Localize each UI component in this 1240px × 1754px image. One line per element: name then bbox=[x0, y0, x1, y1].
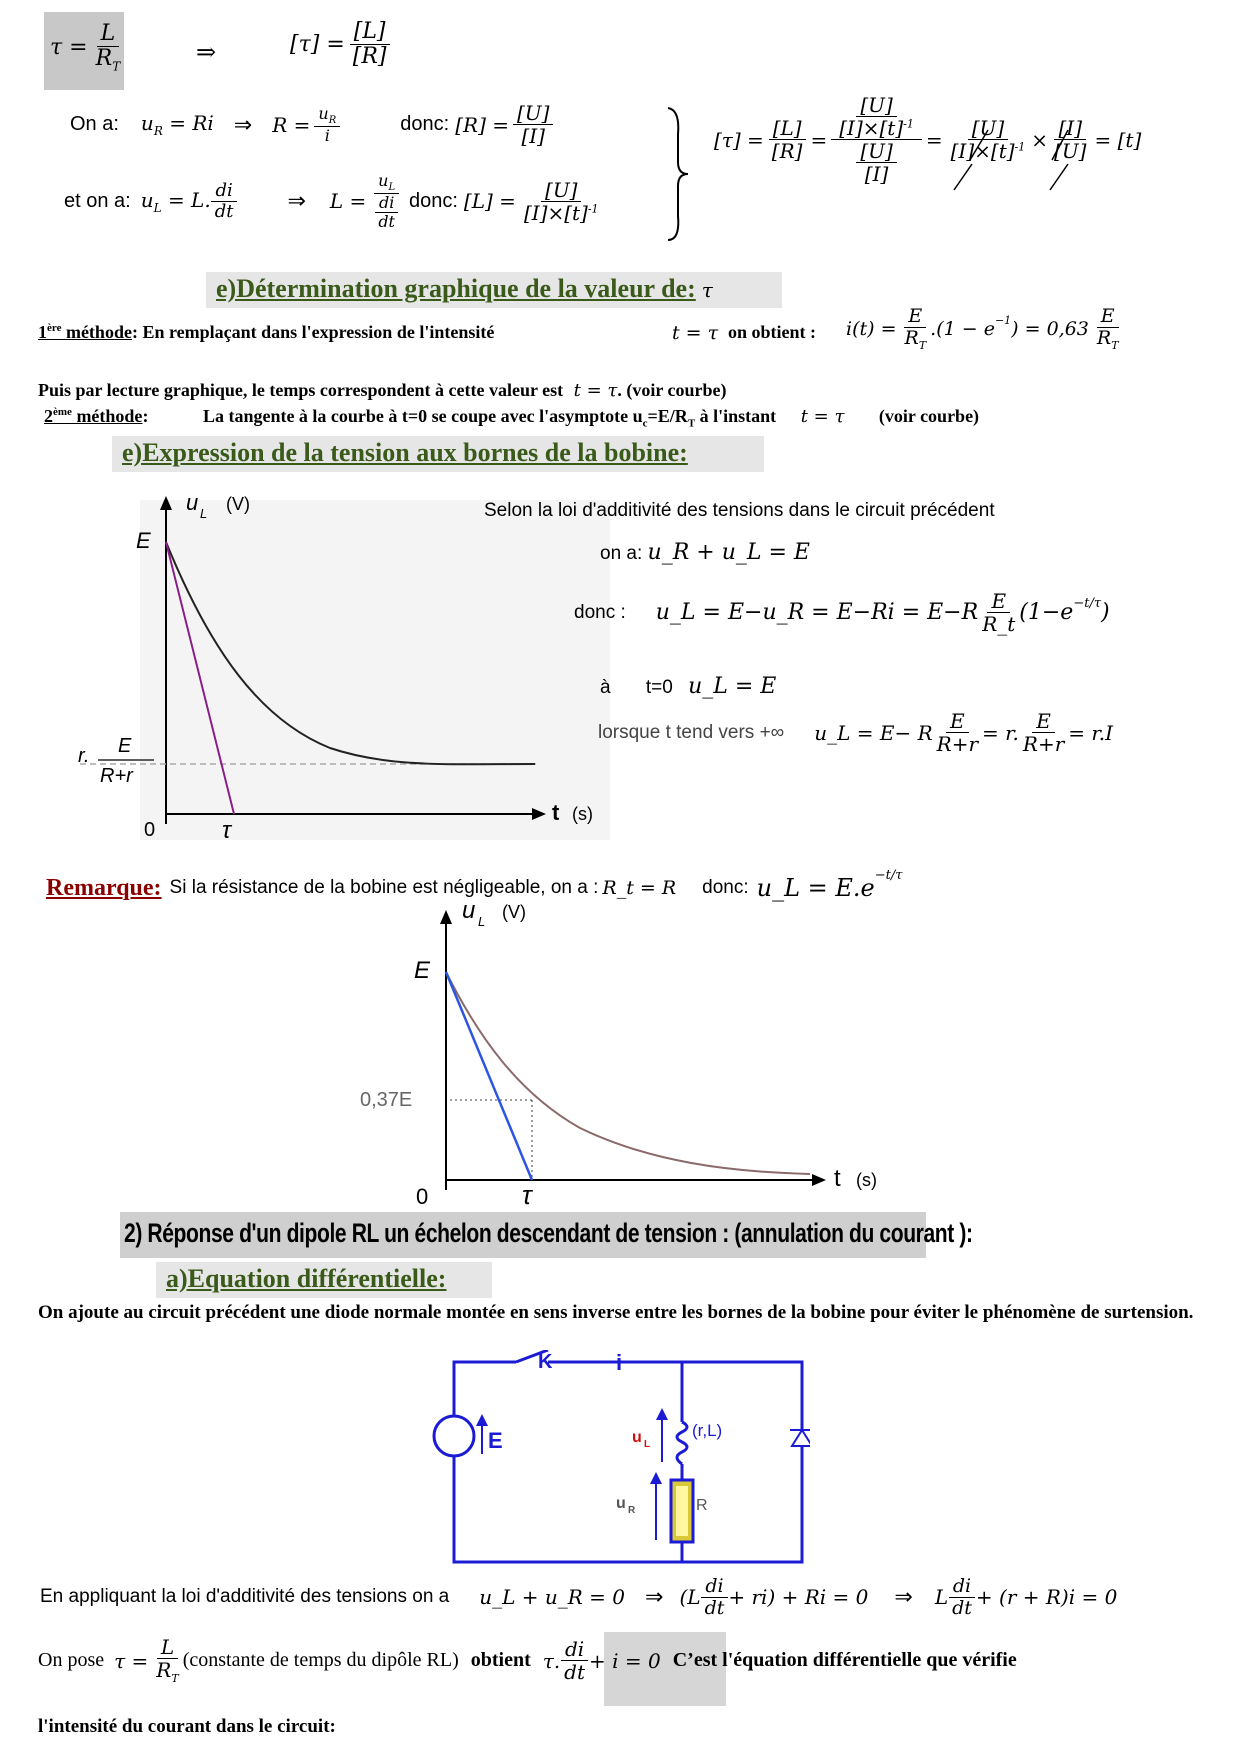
graph1-x-label: t bbox=[552, 800, 560, 825]
heading-2: 2) Réponse d'un dipole RL un échelon descendant de tension : (annulation du courant ): bbox=[124, 1218, 973, 1248]
graph1-asym-prefix: r. bbox=[78, 745, 90, 767]
graph1-E: E bbox=[136, 528, 151, 553]
method1-line: 1ère méthode : En remplaçant dans l'expression de l'intensité bbox=[38, 322, 495, 342]
method1-condition: t = τ bbox=[672, 322, 719, 344]
graph2-tau: τ bbox=[522, 1180, 532, 1210]
method1-obtain: on obtient : bbox=[728, 322, 817, 342]
additivity-line1: on a: u_R + u_L = E bbox=[600, 540, 810, 565]
circuit-current-label: i bbox=[616, 1350, 623, 1375]
remarque-line: Remarque: Si la résistance de la bobine est négligeable, on a : R_t = R donc: u_L = E.e $^{-t/\tau}$ bbox=[46, 868, 903, 902]
right-brace bbox=[664, 104, 692, 244]
graph2-y-label-sub: L bbox=[478, 914, 486, 929]
heading-expression: e)Expression de la tension aux bornes de la bobine: bbox=[112, 436, 764, 472]
additivity-line3: à t=0 u_L = E bbox=[600, 674, 777, 699]
graph1-origin: 0 bbox=[144, 819, 156, 841]
additivity-title: Selon la loi d'additivité des tensions dans le circuit précédent bbox=[484, 500, 995, 521]
graph2-x-unit: (s) bbox=[856, 1170, 877, 1190]
method1-reading: Puis par lecture graphique, le temps correspondent à cette valeur est t = τ. (voir courbe) bbox=[38, 380, 727, 401]
additivity-line4: lorsque t tend vers +∞ u_L = E− R $\frac{E}{R+r}$ = r. $\frac{E}{R+r}$ = r.I bbox=[598, 709, 1114, 756]
dimension-result: [τ] = $\frac{[L]}{[R]}$ = $\frac{\frac{[U]}{[I]\times[t]^{-1}}}{\frac{[U]}{[I]}}$ = $\frac{[U]}{[I]\times[t]^{-1}}$ × $\frac{[I]}{[U]}$ = [t] bbox=[714, 93, 1142, 186]
heading-determination: e)Détermination graphique de la valeur de: τ bbox=[206, 272, 782, 308]
graph1-y-unit: (V) bbox=[226, 494, 250, 514]
graph-ul-rise bbox=[70, 490, 610, 850]
final-line2: l'intensité du courant dans le circuit: bbox=[38, 1716, 336, 1737]
implies-arrow: ⇒ bbox=[196, 40, 217, 66]
graph2-E: E bbox=[414, 957, 431, 984]
row1: On a: $u_R = Ri$ ⇒ R = $\frac{u_R}{i}$ donc: [R] = $\frac{[U]}{[I]}$ bbox=[70, 102, 553, 147]
graph2-y-unit: (V) bbox=[502, 902, 526, 922]
graph2-mark: 0,37E bbox=[360, 1089, 413, 1111]
graph1-x-unit: (s) bbox=[572, 804, 593, 824]
circuit-diagram bbox=[420, 1350, 810, 1570]
graph2-y-label: u bbox=[462, 900, 476, 924]
intro-text: On ajoute au circuit précédent une diode normale montée en sens inverse entre les bornes de la bobine pour éviter le phénomène de surtension. bbox=[38, 1302, 1194, 1323]
graph1-y-label: u bbox=[186, 490, 199, 515]
circuit-resistor-label: R bbox=[696, 1497, 708, 1514]
circuit-coil-label: (r,L) bbox=[692, 1421, 723, 1440]
tau-definition: τ = $\frac{L}{R_T}$ bbox=[50, 21, 121, 74]
graph1-asym-num: E bbox=[118, 735, 132, 757]
heading-equation: a)Equation différentielle: bbox=[156, 1262, 492, 1298]
graph1-y-label-sub: L bbox=[200, 506, 208, 521]
equation-line: En appliquant la loi d'additivité des tensions on a u_L + u_R = 0 ⇒ (L $\frac{di}{dt}$ + ri) + Ri = 0 ⇒ L $\frac{di}{dt}$ + (r + R)i = 0 bbox=[40, 1575, 1118, 1619]
additivity-line2: donc : u_L = E−u_R = E−Ri = E−R $\frac{E}{R\_t}$ (1−e $^{-t/\tau}$ ) bbox=[574, 589, 1110, 636]
graph2-origin: 0 bbox=[416, 1184, 429, 1209]
final-line: On pose τ = $\frac{L}{R_T}$ (constante de temps du dipôle RL) obtient τ. $\frac{di}{dt}$ + i = 0 C’est l'équation différentielle que vérifie bbox=[38, 1635, 1017, 1685]
cancel-strokes bbox=[940, 126, 1100, 196]
circuit-uL-label: u bbox=[632, 1429, 642, 1446]
method1-equation: i(t) = $\frac{E}{R_T}$ .(1 − e $^{-1}$ ) = 0,63 $\frac{E}{R_T}$ bbox=[846, 305, 1119, 352]
tau-dimension: [τ] = $\frac{[L]}{[R]}$ bbox=[290, 20, 391, 69]
circuit-uL-sub: L bbox=[644, 1439, 651, 1450]
circuit-source-label: E bbox=[488, 1428, 503, 1453]
circuit-uR-sub: R bbox=[628, 1505, 636, 1516]
graph1-tau: τ bbox=[222, 817, 231, 844]
row2: et on a: $u_L = L$. $\frac{di}{dt}$ ⇒ L = $\frac{u_L}{\frac{di}{dt}}$ donc: [L] = $\frac{[U]}{[I]\times[t]^{-1}}$ bbox=[64, 171, 599, 231]
method2-line: 2ème méthode: La tangente à la courbe à t=0 se coupe avec l'asymptote $u_c=E/R_T$ à l'instant t = τ (voir courbe) bbox=[44, 406, 980, 430]
graph2-x-label: t bbox=[834, 1165, 841, 1192]
graph1-asym-den: R+r bbox=[100, 765, 133, 787]
circuit-uR-label: u bbox=[616, 1495, 626, 1512]
graph-ul-decay bbox=[350, 900, 910, 1220]
circuit-switch-label: K bbox=[538, 1351, 553, 1373]
